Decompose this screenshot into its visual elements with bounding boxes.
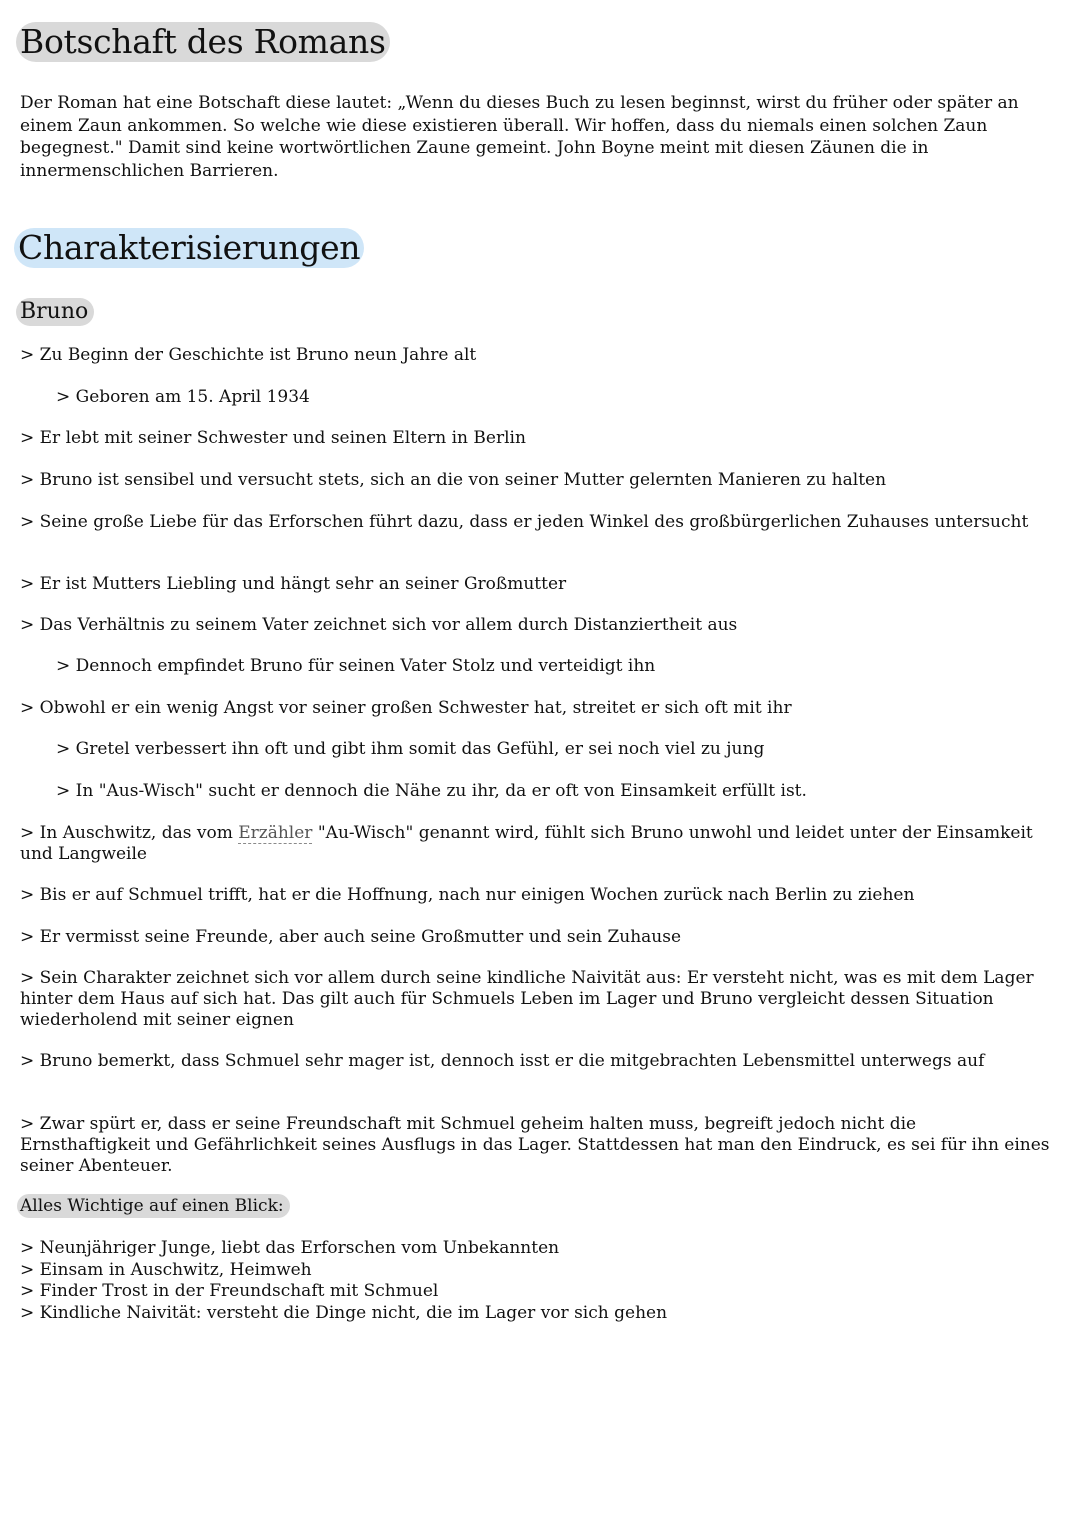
list-item: > Seine große Liebe für das Erforschen führt dazu, dass er jeden Winkel des großbürgerlichen Zuhauses untersucht — [20, 512, 1029, 532]
summary-list — [20, 1238, 1050, 1324]
list-item: > Obwohl er ein wenig Angst vor seiner großen Schwester hat, streitet er sich oft mit ihr — [20, 698, 792, 718]
summary-item: > Finder Trost in der Freundschaft mit Schmuel — [20, 1281, 439, 1301]
list-item: > Zwar spürt er, dass er seine Freundschaft mit Schmuel geheim halten muss, begreift jedoch nicht die Ernsthaftigkeit und Gefährlichkeit seines Ausflugs in das Lager. Stattdessen hat man den Eindruck, es sei für ihn eines seiner Abenteuer. — [20, 1114, 1050, 1176]
list-item: > Dennoch empfindet Bruno für seinen Vater Stolz und verteidigt ihn — [56, 656, 656, 676]
list-item: > Er ist Mutters Liebling und hängt sehr an seiner Großmutter — [20, 574, 567, 594]
summary-item: > Neunjähriger Junge, liebt das Erforschen vom Unbekannten — [20, 1238, 560, 1258]
subheading-bruno: Bruno — [16, 298, 94, 326]
auschwitz-text-before: > In Auschwitz, das vom — [20, 823, 239, 843]
list-item: > Sein Charakter zeichnet sich vor allem durch seine kindliche Naivität aus: Er versteht nicht, was es mit dem Lager hinter dem Haus auf sich hat. Das gilt auch für Schmuels Leben im Lager und Bruno vergleicht dessen Situation wiederholend mit seiner eignen — [20, 968, 1034, 1030]
list-item: > Er lebt mit seiner Schwester und seinen Eltern in Berlin — [20, 428, 526, 448]
summary-item: > Kindliche Naivität: versteht die Dinge nicht, die im Lager vor sich gehen — [20, 1302, 668, 1323]
summary-item: > Einsam in Auschwitz, Heimweh — [20, 1259, 312, 1280]
auschwitz-text-after: "Au-Wisch" genannt wird, fühlt sich Bruno unwohl und leidet unter der Einsamkeit und Langweile — [20, 823, 1033, 864]
heading-botschaft: Botschaft des Romans — [16, 22, 390, 62]
summary-label: Alles Wichtige auf einen Blick: — [17, 1194, 290, 1218]
list-item: > In "Aus-Wisch" sucht er dennoch die Nähe zu ihr, da er oft von Einsamkeit erfüllt ist. — [56, 781, 807, 801]
list-item-auschwitz — [20, 823, 1050, 865]
list-item: > Bis er auf Schmuel trifft, hat er die Hoffnung, nach nur einigen Wochen zurück nach Berlin zu ziehen — [20, 885, 915, 905]
erzaehler-word: Erzähler — [238, 823, 313, 843]
botschaft-paragraph: Der Roman hat eine Botschaft diese lautet: „Wenn du dieses Buch zu lesen beginnst, wirst du früher oder später an einem Zaun ankommen. So welche wie diese existieren überall. Wir hoffen, dass du niemals einen solchen Zaun begegnest." Damit sind keine wortwörtlichen Zaune gemeint. John Boyne meint mit diesen Zäunen die in innermenschlichen Barrieren. — [20, 93, 1019, 181]
list-item: > Bruno bemerkt, dass Schmuel sehr mager ist, dennoch isst er die mitgebrachten Lebensmittel unterwegs auf — [20, 1051, 985, 1071]
list-item: > Zu Beginn der Geschichte ist Bruno neun Jahre alt — [20, 345, 477, 365]
heading-charakterisierungen: Charakterisierungen — [14, 228, 364, 268]
list-item: > Geboren am 15. April 1934 — [56, 387, 310, 407]
list-item: > Gretel verbessert ihn oft und gibt ihm somit das Gefühl, er sei noch viel zu jung — [56, 739, 765, 759]
list-item: > Er vermisst seine Freunde, aber auch seine Großmutter und sein Zuhause — [20, 927, 682, 947]
list-item: > Das Verhältnis zu seinem Vater zeichnet sich vor allem durch Distanziertheit aus — [20, 615, 738, 635]
list-item: > Bruno ist sensibel und versucht stets, sich an die von seiner Mutter gelernten Manieren zu halten — [20, 470, 887, 490]
